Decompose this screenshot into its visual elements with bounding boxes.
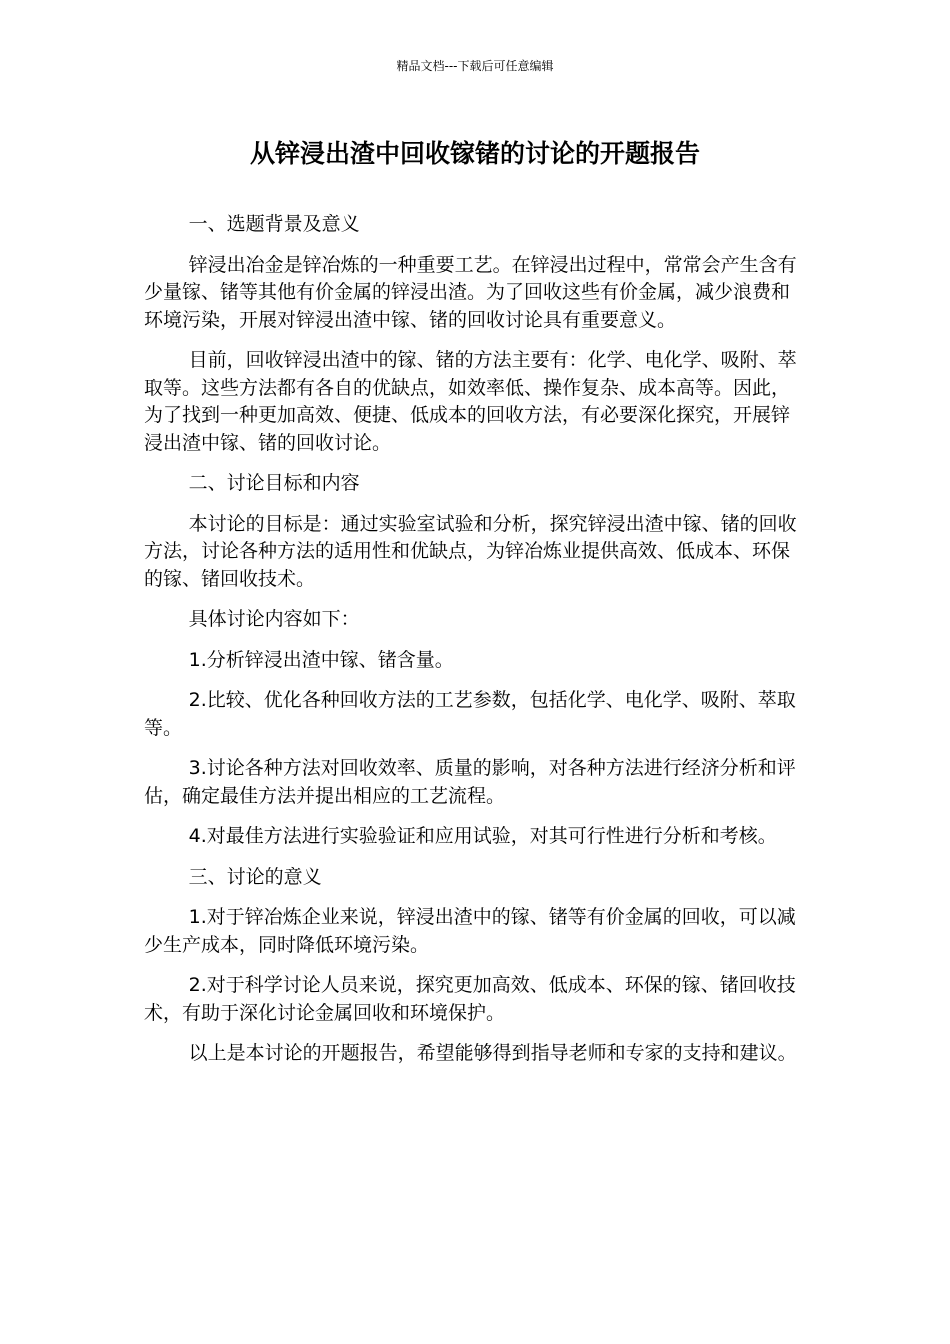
list-item: 1.对于锌冶炼企业来说，锌浸出渣中的镓、锗等有价金属的回收，可以减少生产成本，同时降低环境污染。 <box>144 906 796 956</box>
paragraph: 锌浸出冶金是锌冶炼的一种重要工艺。在锌浸出过程中，常常会产生含有少量镓、锗等其他有价金属的锌浸出渣。为了回收这些有价金属，减少浪费和环境污染，开展对锌浸出渣中镓、锗的回收讨论具有重要意义。 <box>144 253 797 331</box>
document-title: 从锌浸出渣中回收镓锗的讨论的开题报告 <box>249 139 700 168</box>
page-header: 精品文档---下载后可任意编辑 <box>396 59 554 73</box>
section-heading-background: 一、选题背景及意义 <box>188 213 360 235</box>
list-item: 4.对最佳方法进行实验验证和应用试验，对其可行性进行分析和考核。 <box>188 825 777 847</box>
section-heading-significance: 三、讨论的意义 <box>188 865 322 888</box>
list-item: 2.比较、优化各种回收方法的工艺参数，包括化学、电化学、吸附、萃取等。 <box>144 689 796 739</box>
section-heading-goals: 二、讨论目标和内容 <box>188 472 360 494</box>
document-body <box>144 211 808 1081</box>
list-item: 2.对于科学讨论人员来说，探究更加高效、低成本、环保的镓、锗回收技术，有助于深化讨论金属回收和环境保护。 <box>144 974 796 1024</box>
paragraph: 具体讨论内容如下： <box>188 608 360 630</box>
list-item: 1.分析锌浸出渣中镓、锗含量。 <box>188 648 454 671</box>
closing-paragraph: 以上是本讨论的开题报告，希望能够得到指导老师和专家的支持和建议。 <box>188 1042 797 1064</box>
paragraph: 本讨论的目标是：通过实验室试验和分析，探究锌浸出渣中镓、锗的回收方法，讨论各种方法的适用性和优缺点，为锌冶炼业提供高效、低成本、环保的镓、锗回收技术。 <box>144 512 797 590</box>
paragraph: 目前，回收锌浸出渣中的镓、锗的方法主要有：化学、电化学、吸附、萃取等。这些方法都有各自的优缺点，如效率低、操作复杂、成本高等。因此，为了找到一种更加高效、便捷、低成本的回收方法，有必要深化探究，开展锌浸出渣中镓、锗的回收讨论。 <box>144 349 797 454</box>
list-item: 3.讨论各种方法对回收效率、质量的影响，对各种方法进行经济分析和评估，确定最佳方法并提出相应的工艺流程。 <box>144 757 796 807</box>
